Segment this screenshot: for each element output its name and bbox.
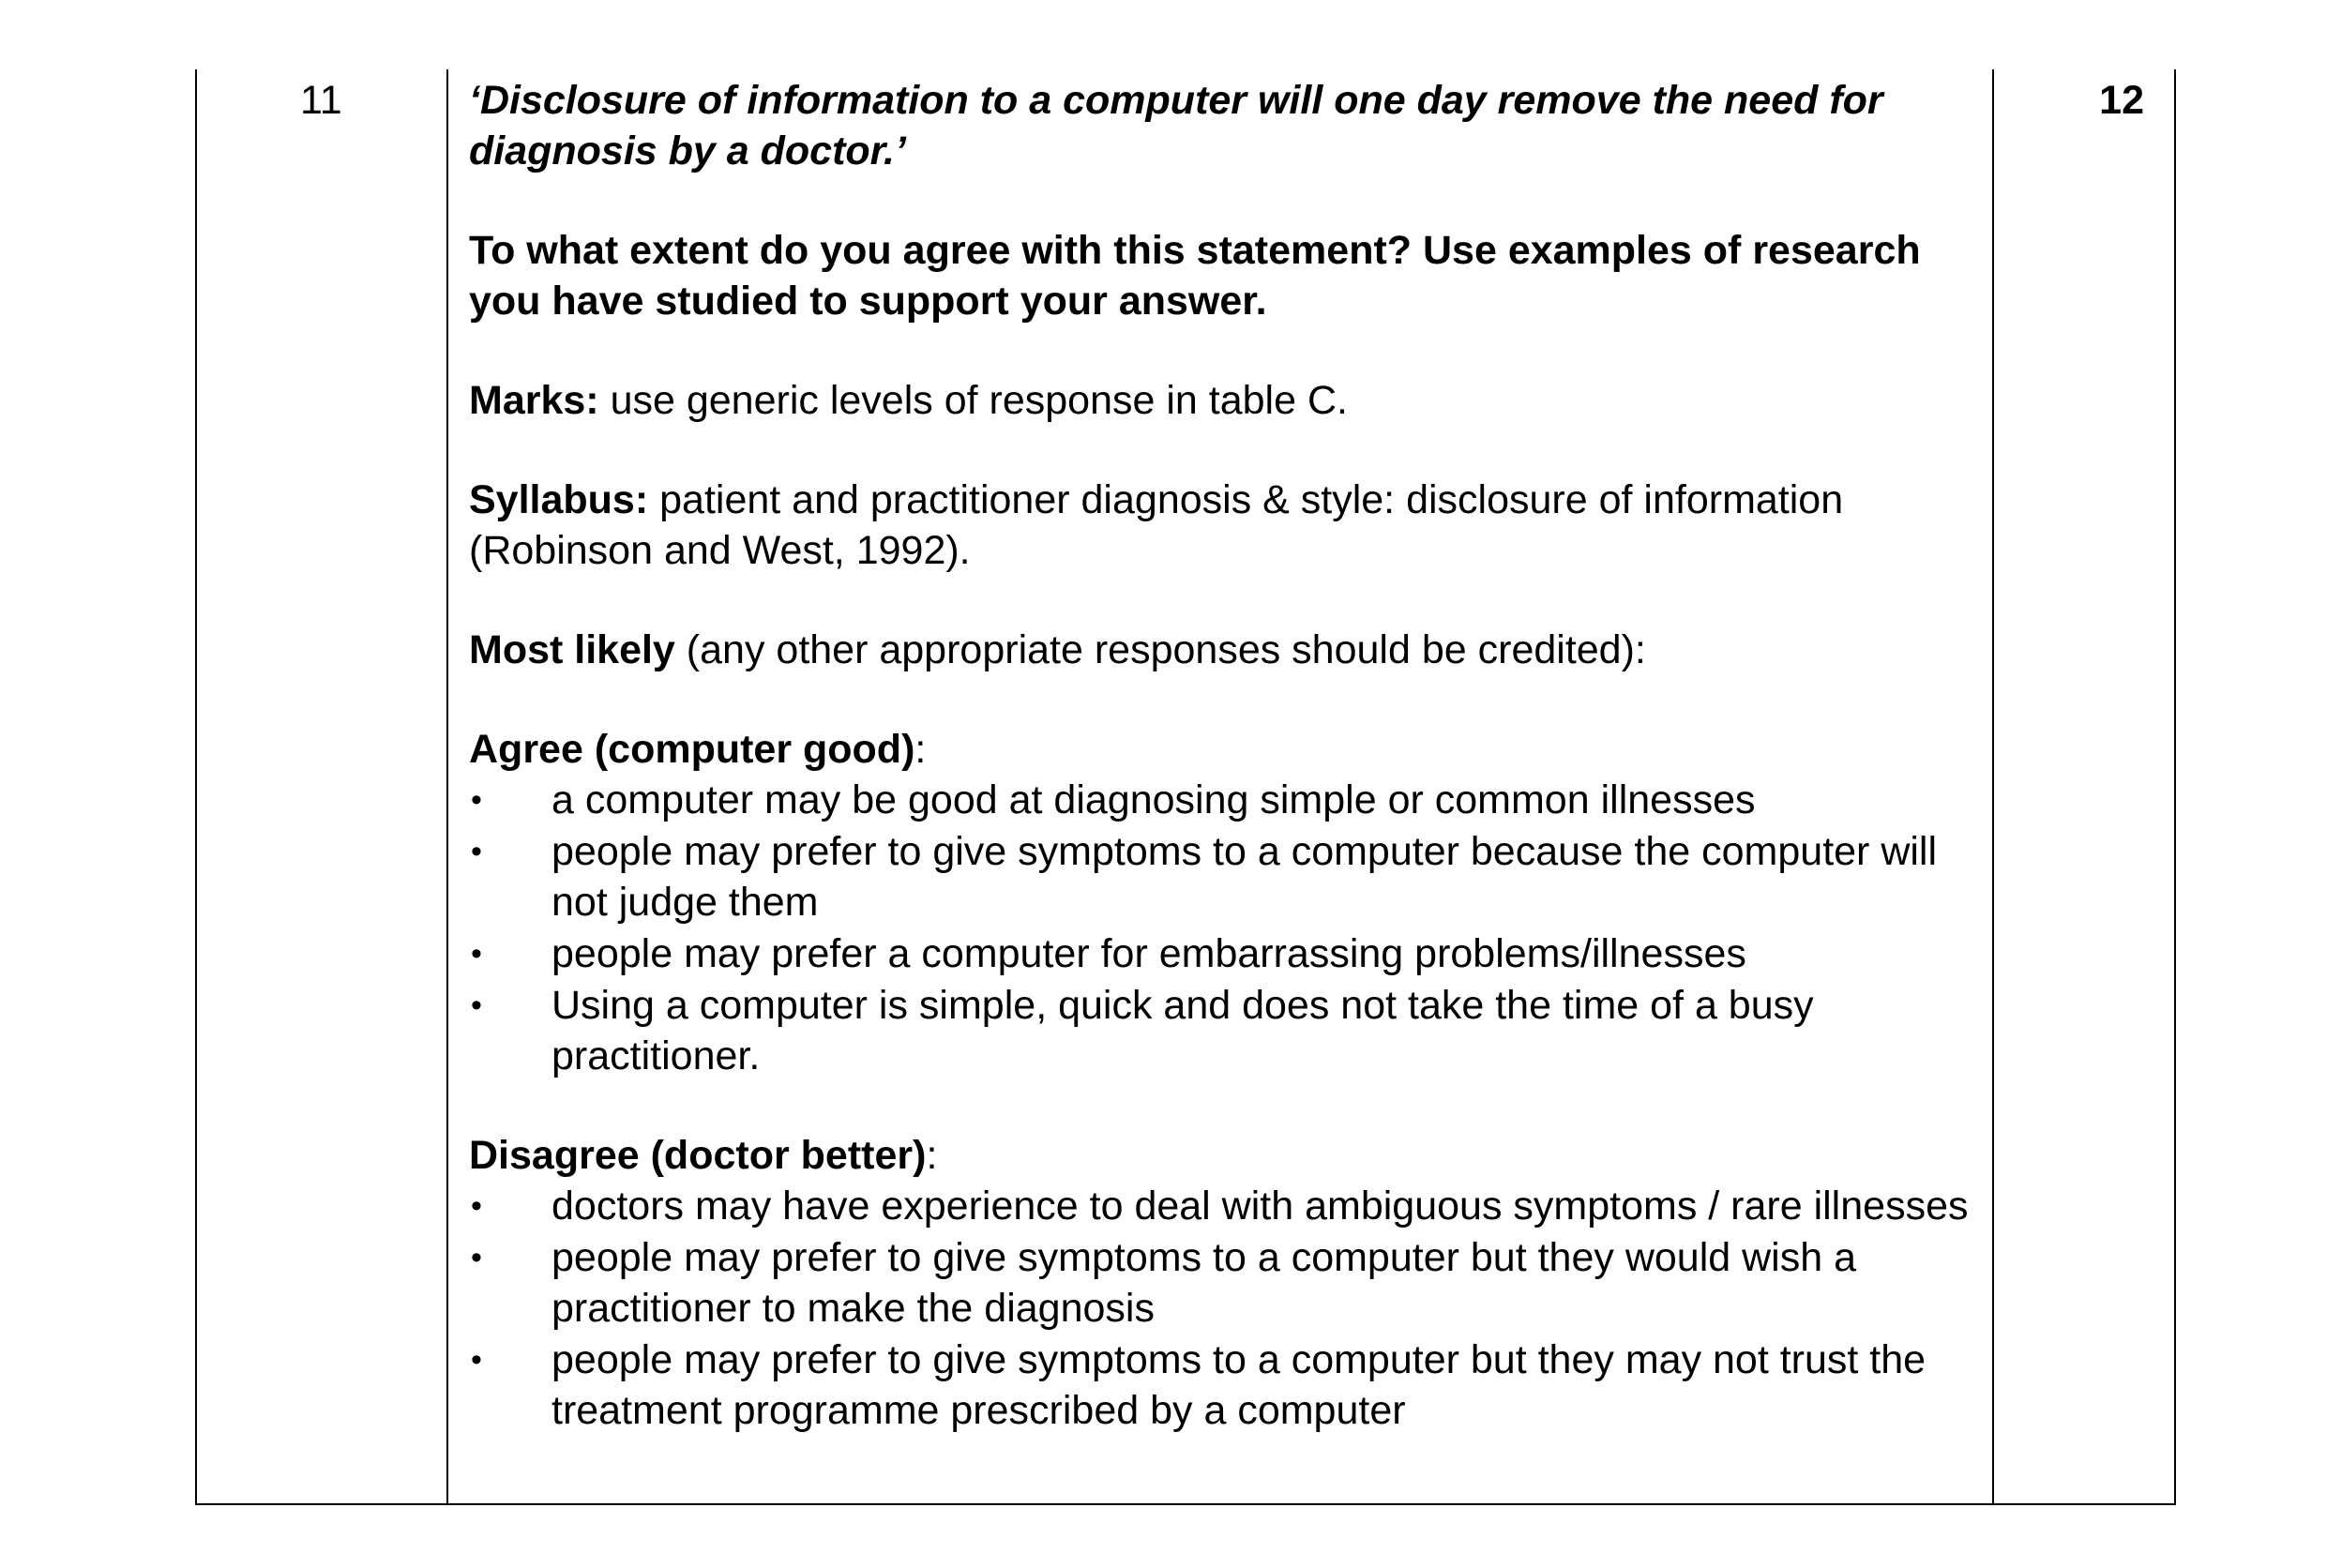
question-quote: ‘Disclosure of information to a computer will one day remove the need for diagnosis by a doctor.’ (469, 78, 1883, 173)
most-likely-label: Most likely (469, 627, 675, 672)
bullet-icon: • (471, 988, 482, 1023)
list-item (469, 928, 1970, 979)
list-item (469, 1334, 1970, 1436)
agree-list (469, 775, 1970, 1081)
disagree-heading-colon: : (926, 1133, 938, 1178)
marks-line (469, 375, 1970, 426)
list-item (469, 826, 1970, 927)
question-text: To what extent do you agree with this statement? Use examples of research you have studied to support your answer. (469, 228, 1921, 324)
question-number: 11 (300, 78, 342, 123)
disagree-list (469, 1181, 1970, 1436)
marks-label: Marks: (469, 378, 599, 423)
disagree-item-text: doctors may have experience to deal with ambiguous symptoms / rare illnesses (552, 1184, 1969, 1229)
syllabus-text: patient and practitioner diagnosis & style: disclosure of information (Robinson and West, 1992). (469, 477, 1844, 573)
bullet-icon: • (471, 1188, 482, 1224)
agree-item-text: people may prefer a computer for embarrassing problems/illnesses (552, 931, 1746, 976)
syllabus-line (469, 475, 1970, 576)
disagree-item-text: people may prefer to give symptoms to a computer but they may not trust the treatment programme prescribed by a computer (552, 1337, 1927, 1433)
agree-heading-colon: : (914, 727, 927, 772)
marks-text: use generic levels of response in table C. (598, 378, 1348, 423)
list-item (469, 775, 1970, 825)
agree-heading: Agree (computer good) (469, 727, 915, 772)
list-item (469, 980, 1970, 1081)
disagree-heading: Disagree (doctor better) (469, 1133, 927, 1178)
agree-item-text: people may prefer to give symptoms to a computer because the computer will not judge them (552, 829, 1938, 925)
syllabus-label: Syllabus: (469, 477, 649, 522)
most-likely-line (469, 625, 1970, 675)
bullet-icon: • (471, 782, 482, 818)
agree-item-text: a computer may be good at diagnosing simple or common illnesses (552, 777, 1756, 822)
agree-item-text: Using a computer is simple, quick and does not take the time of a busy practitioner. (552, 983, 1814, 1078)
list-item (469, 1181, 1970, 1231)
bullet-icon: • (471, 1342, 482, 1378)
list-item (469, 1232, 1970, 1334)
column-divider-right (1992, 69, 1994, 1503)
agree-heading-line (469, 724, 1970, 775)
disagree-heading-line (469, 1130, 1970, 1181)
mark-scheme-table (195, 69, 2176, 1505)
marks-value: 12 (2099, 78, 2144, 123)
most-likely-text: (any other appropriate responses should be credited): (674, 627, 1646, 672)
bullet-icon: • (471, 834, 482, 869)
bullet-icon: • (471, 936, 482, 972)
disagree-item-text: people may prefer to give symptoms to a computer but they would wish a practitioner to make the diagnosis (552, 1235, 1857, 1331)
column-divider-left (446, 69, 448, 1503)
bullet-icon: • (471, 1240, 482, 1275)
answer-content (469, 75, 1970, 1485)
